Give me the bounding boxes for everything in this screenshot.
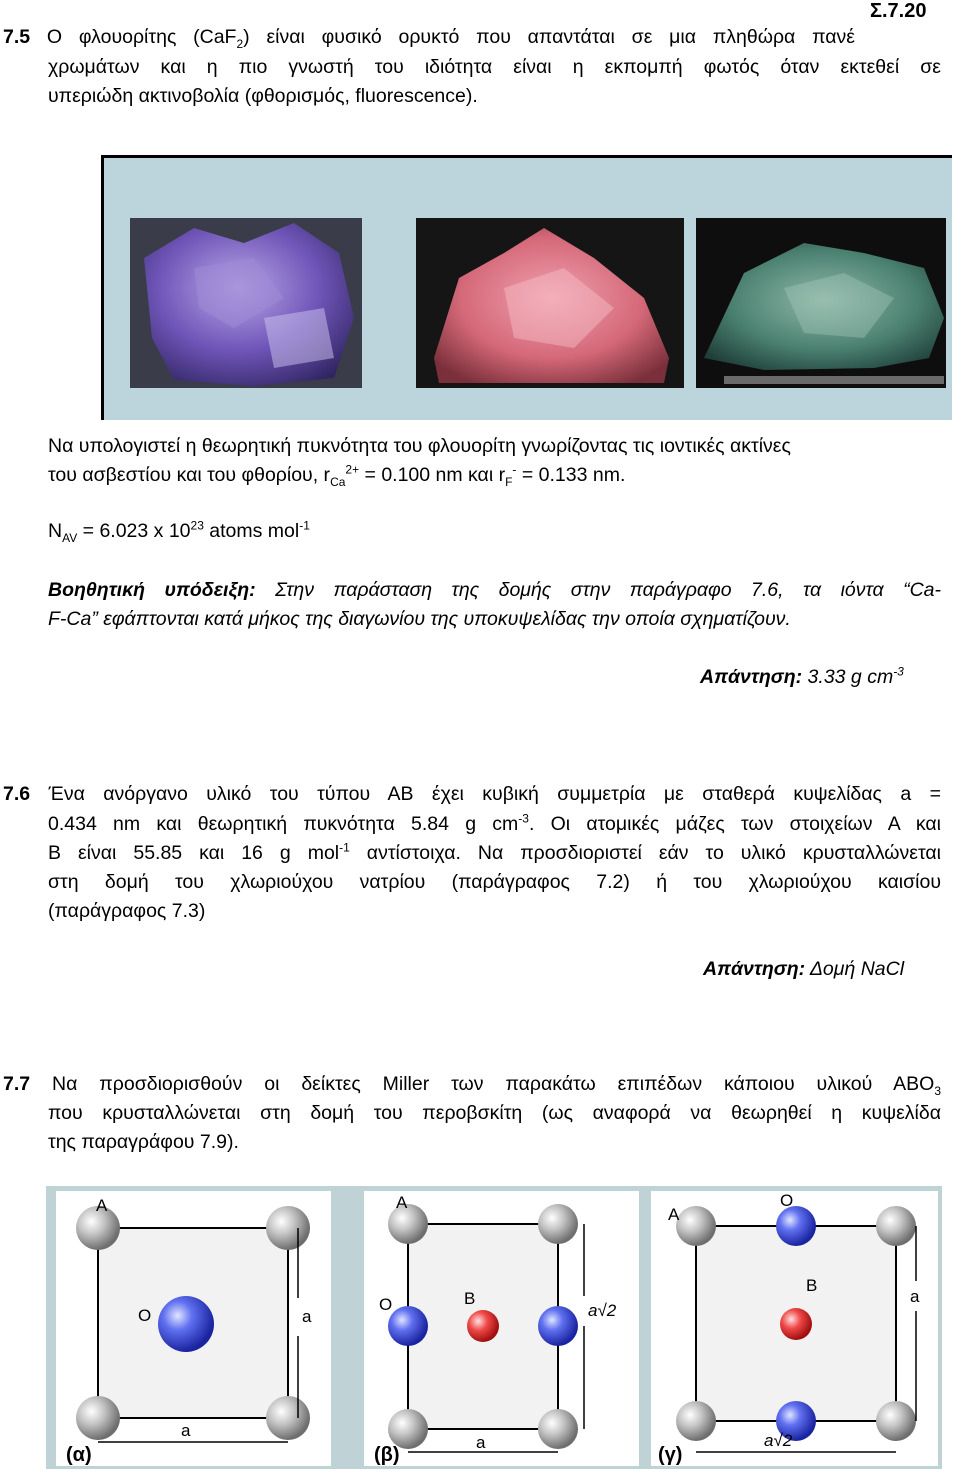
purple-fluorite-photo: [130, 218, 362, 388]
label-a-atom: A: [396, 1193, 408, 1212]
p75-line1-rest: ) είναι φυσικό ορυκτό που απαντάται σε μια πληθώρα πανέ: [243, 26, 855, 48]
p77-line3: της παραγράφου 7.9).: [48, 1131, 239, 1153]
atom-b: [467, 1310, 499, 1342]
p75-task2-c: = 0.133 nm.: [516, 464, 626, 486]
label-b-atom: B: [464, 1289, 476, 1308]
hint-label: Βοηθητική υπόδειξη:: [48, 579, 256, 601]
nav-sup2: -1: [299, 518, 310, 533]
nav-a: N: [48, 520, 63, 542]
p77-line2: που κρυσταλλώνεται στη δομή του περοβσκίτη (ως αναφορά να θεωρηθεί η κυψελίδα: [48, 1102, 941, 1124]
atom-a: [388, 1409, 428, 1449]
caption-alpha: (α): [66, 1444, 92, 1466]
rf-sub: F: [505, 474, 513, 489]
p76-line2-b: . Οι ατομικές μάζες των στοιχείων Α και: [528, 813, 941, 835]
p75-line1: [3, 23, 855, 52]
label-a-atom: A: [668, 1205, 680, 1224]
p75-line2: χρωμάτων και η πιο γνωστή του ιδιότητα είναι η εκπομπή φωτός όταν εκτεθεί σε: [48, 56, 941, 78]
p76-line3-a: Β είναι 55.85 και 16 g mol: [48, 842, 340, 864]
hint-line1: [48, 576, 941, 605]
rf-sup: -: [512, 462, 517, 477]
rca-sup: 2+: [345, 462, 360, 477]
p75-line3: υπεριώδη ακτινοβολία (φθορισμός, fluorescence).: [48, 85, 478, 107]
atom-a: [76, 1396, 120, 1440]
p76-answer-value: Δομή NaCl: [805, 958, 905, 980]
rca-sub: Ca: [330, 474, 346, 489]
miller-planes-diagram: [46, 1186, 942, 1469]
panel-beta: [364, 1191, 639, 1466]
green-fluorite-photo: [696, 218, 946, 388]
fluorite-specimens-image: [104, 158, 952, 420]
p75-answer-sup: -3: [893, 664, 904, 679]
p76-line5: (παράγραφος 7.3): [48, 900, 206, 922]
nav-b: = 6.023 x 10: [77, 520, 191, 542]
p76-line3: [48, 839, 941, 868]
p77-line1-a: Να προσδιορισθούν οι δείκτες Miller των παρακάτω επιπέδων κάποιου υλικού ΑΒΟ: [52, 1073, 935, 1095]
p76-line3-b: αντίστοιχα. Να προσδιοριστεί εάν το υλικό κρυσταλλώνεται: [349, 842, 941, 864]
atom-a: [676, 1401, 716, 1441]
p76-line1: [3, 780, 941, 809]
atom-a: [538, 1204, 578, 1244]
atom-o: [388, 1306, 428, 1346]
p76-line1-text: Ένα ανόργανο υλικό του τύπου ΑΒ έχει κυβική συμμετρία με σταθερά κυψελίδας a =: [48, 783, 941, 805]
p75-answer-value: 3.33 g cm: [802, 666, 894, 688]
label-bottom: a√2: [764, 1431, 793, 1450]
label-side: a: [302, 1307, 312, 1326]
label-a-atom: A: [96, 1196, 108, 1215]
fluorite-photo-panel: [101, 155, 952, 420]
p76-number: 7.6: [3, 783, 31, 805]
p75-answer: [700, 663, 904, 692]
label-bottom: a: [181, 1421, 191, 1440]
atom-o: [776, 1206, 816, 1246]
p75-number: 7.5: [3, 26, 31, 48]
p76-line3-sup: -1: [339, 840, 350, 855]
label-o-atom: O: [379, 1295, 393, 1314]
panel-gamma: [651, 1191, 938, 1466]
label-side: a√2: [588, 1301, 617, 1320]
p76-line4: στη δομή του χλωριούχου νατρίου (παράγραφος 7.2) ή του χλωριούχου καισίου: [48, 871, 941, 893]
avogadro-line: [48, 517, 310, 546]
p76-answer-label: Απάντηση:: [703, 958, 806, 980]
atom-o: [538, 1306, 578, 1346]
hint-line2: F-Ca” εφάπτονται κατά μήκος της διαγωνίου της υποκυψελίδας την οποία σχηματίζουν.: [48, 608, 791, 630]
panel-alpha: [56, 1191, 331, 1466]
label-bottom: a: [476, 1433, 486, 1452]
caption-gamma: (γ): [658, 1444, 683, 1466]
p75-task2-a: του ασβεστίου και του φθορίου, r: [48, 464, 331, 486]
p76-line2-sup: -3: [518, 811, 529, 826]
nav-sup: 23: [190, 518, 204, 533]
atom-a: [266, 1206, 310, 1250]
page-reference: Σ.7.20: [870, 0, 927, 22]
p75-line1-sub: 2: [236, 36, 244, 51]
p76-answer: [703, 955, 904, 984]
atom-a: [266, 1396, 310, 1440]
atom-a: [876, 1401, 916, 1441]
atom-o: [158, 1296, 214, 1352]
caption-beta: (β): [374, 1444, 400, 1466]
atom-a: [876, 1206, 916, 1246]
nav-c: atoms mol: [203, 520, 300, 542]
p77-line1: [3, 1070, 941, 1099]
atom-b: [780, 1308, 812, 1340]
atom-a: [676, 1206, 716, 1246]
atom-a: [538, 1409, 578, 1449]
label-o-atom: O: [780, 1191, 794, 1210]
p77-line1-sub: 3: [934, 1083, 942, 1098]
miller-planes-figure: [46, 1186, 942, 1469]
atom-a: [388, 1204, 428, 1244]
pink-fluorite-photo: [416, 218, 684, 388]
p76-line2: [48, 810, 941, 839]
label-o-atom: O: [138, 1306, 152, 1325]
label-b-atom: B: [806, 1276, 818, 1295]
nav-sub: AV: [62, 530, 78, 545]
hint-text1: Στην παράσταση της δομής στην παράγραφο 7.6, τα ιόντα “Ca-: [255, 579, 941, 601]
p75-answer-label: Απάντηση:: [700, 666, 803, 688]
p75-task-line2: [48, 461, 625, 490]
p75-line1-text: Ο φλουορίτης (CaF: [46, 26, 237, 48]
p75-task-line1: Να υπολογιστεί η θεωρητική πυκνότητα του φλουορίτη γνωρίζοντας τις ιοντικές ακτίνες: [48, 435, 791, 457]
p75-task2-b: = 0.100 nm και r: [359, 464, 506, 486]
p76-line2-a: 0.434 nm και θεωρητική πυκνότητα 5.84 g cm: [48, 813, 519, 835]
label-side: a: [910, 1287, 920, 1306]
p77-number: 7.7: [3, 1073, 31, 1095]
